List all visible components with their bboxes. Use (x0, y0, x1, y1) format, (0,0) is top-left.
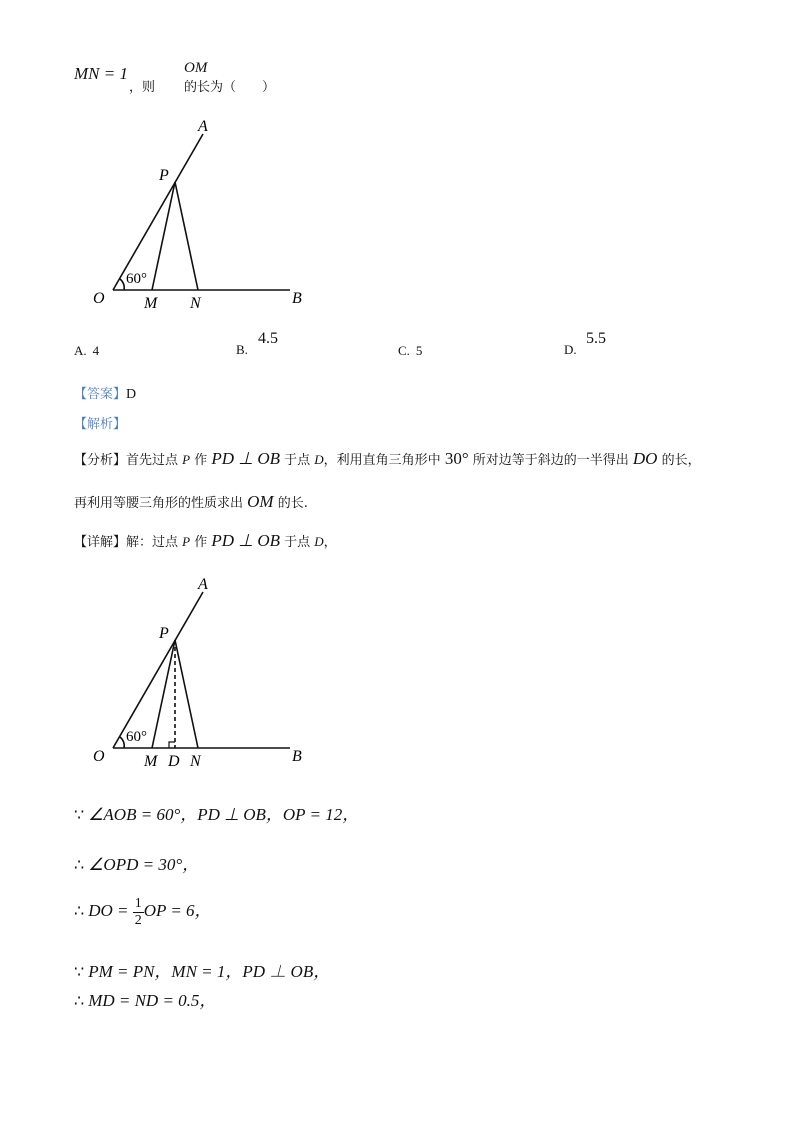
segment-pm (152, 182, 175, 290)
xiangjie-text: ， (323, 535, 337, 550)
because-symbol: ∵ (74, 964, 85, 981)
stem-comma: ，则 (129, 80, 156, 95)
step-5-text: MD = ND = 0.5， (88, 991, 217, 1010)
label-p: P (159, 167, 169, 184)
xiangjie-var-d: D (314, 534, 324, 549)
label-d: D (168, 753, 180, 770)
option-b[interactable] (236, 330, 316, 360)
fenxi-math-angle: 30° (444, 449, 469, 468)
xiangjie-text: 于点 (280, 535, 315, 550)
stem-var: OM (184, 60, 208, 76)
option-c[interactable] (398, 342, 422, 360)
analysis-tag: 【解析】 (74, 417, 127, 432)
analysis-tag-line (74, 413, 126, 433)
angle-label: 60° (126, 729, 147, 745)
xiangjie-text: 作 (190, 535, 212, 550)
fenxi-math-om: OM (247, 492, 274, 511)
therefore-symbol: ∴ (74, 993, 85, 1010)
fenxi-text: ，利用直角三角形中 (323, 453, 445, 468)
angle-arc (120, 737, 124, 748)
label-n: N (190, 753, 201, 770)
label-b: B (292, 290, 302, 307)
right-angle-mark (169, 742, 175, 748)
therefore-symbol: ∴ (74, 857, 85, 874)
xiangjie-math-perp: PD ⊥ OB (211, 531, 281, 550)
fenxi-line-1 (74, 449, 701, 469)
xiangjie-text: 解：过点 (126, 535, 183, 550)
option-c-value: 5 (415, 343, 423, 358)
segment-pm (152, 640, 175, 748)
step-1-text: ∠AOB = 60°，PD ⊥ OB，OP = 12， (88, 805, 360, 824)
angle-label: 60° (126, 271, 147, 287)
answer-tag: 【答案】 (74, 387, 127, 402)
answer-line (74, 383, 136, 403)
angle-arc (120, 279, 124, 290)
label-b: B (292, 748, 302, 765)
fenxi-math-do: DO (632, 449, 658, 468)
fenxi-text: 再利用等腰三角形的性质求出 (74, 496, 248, 511)
option-d-letter: D. (564, 342, 577, 357)
label-p: P (159, 625, 169, 642)
option-a[interactable] (74, 342, 99, 360)
fenxi-text: 首先过点 (126, 453, 183, 468)
option-d-value: 5.5 (586, 330, 606, 347)
step-5 (74, 986, 216, 1011)
fenxi-var-d: D (314, 452, 324, 467)
fenxi-line-2 (74, 492, 308, 512)
fenxi-text: 的长. (273, 496, 308, 511)
label-o: O (93, 748, 105, 765)
step-3-post: OP = 6， (143, 901, 212, 921)
stem-math: MN = 1 (74, 64, 128, 83)
ray-oa (113, 592, 203, 748)
answer-value: D (126, 387, 137, 402)
fenxi-math-perp: PD ⊥ OB (211, 449, 281, 468)
option-a-letter: A. (74, 343, 87, 358)
xiangjie-var-p: P (182, 534, 191, 549)
step-2-text: ∠OPD = 30°， (88, 855, 200, 874)
ray-oa (113, 134, 203, 290)
stem-tail: 的长为（ ） (184, 80, 276, 95)
label-a: A (198, 118, 208, 135)
because-symbol: ∵ (74, 807, 85, 824)
label-m: M (144, 295, 158, 312)
step-3-pre: DO = (88, 901, 133, 921)
fenxi-tag: 【分析】 (74, 453, 127, 468)
option-d[interactable] (564, 330, 644, 360)
step-3 (74, 896, 212, 929)
fenxi-text: 作 (190, 453, 212, 468)
fenxi-text: 于点 (280, 453, 315, 468)
step-2 (74, 850, 199, 875)
segment-pn (175, 640, 198, 748)
fenxi-text: 所对边等于斜边的一半得出 (468, 453, 633, 468)
step-4-text: PM = PN，MN = 1，PD ⊥ OB， (88, 962, 331, 981)
segment-pn (175, 182, 198, 290)
option-b-value: 4.5 (258, 330, 278, 347)
option-b-letter: B. (236, 342, 248, 357)
label-n: N (190, 295, 201, 312)
fenxi-text: 的长， (657, 453, 701, 468)
option-a-value: 4 (92, 343, 100, 358)
xiangjie-tag: 【详解】 (74, 535, 127, 550)
fraction-half (133, 896, 144, 929)
figure-2 (80, 568, 320, 778)
fraction-numerator: 1 (134, 896, 142, 911)
label-o: O (93, 290, 105, 307)
label-a: A (198, 576, 208, 593)
option-c-letter: C. (398, 343, 410, 358)
therefore-symbol: ∴ (74, 903, 85, 921)
step-1 (74, 800, 359, 825)
step-4 (74, 957, 330, 982)
fraction-denominator: 2 (134, 913, 142, 928)
label-m: M (144, 753, 158, 770)
fenxi-var-p: P (182, 452, 191, 467)
figure-1 (80, 110, 320, 320)
xiangjie-line (74, 531, 337, 551)
